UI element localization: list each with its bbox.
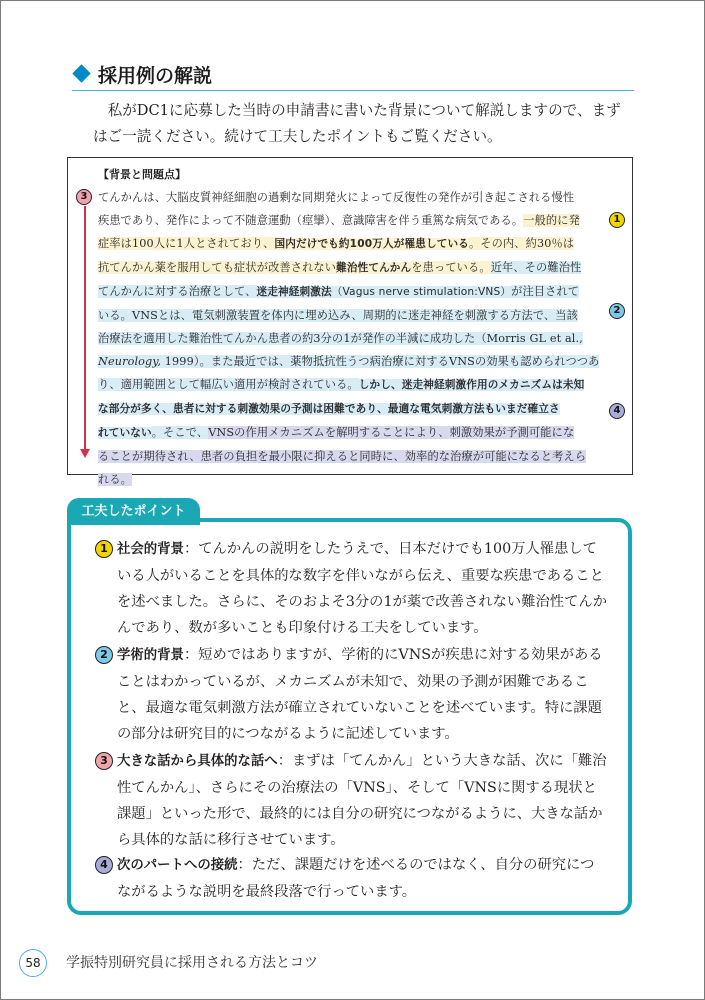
marker-2-icon: 2 [609, 303, 625, 319]
section-heading [72, 60, 634, 91]
excerpt-line: Neurology, 1999）。また最近では、薬物抵抗性うつ病治療に対するVNSの効果も認められつつあ [98, 355, 600, 368]
marker-1-icon: 1 [609, 212, 625, 228]
point-key: 社会的背景 [117, 542, 184, 557]
diamond-icon [72, 64, 90, 82]
point-text: ：ただ、課題だけを述べるのではなく、自分の研究につながるような説明を最終段落で行っています。 [117, 857, 595, 900]
key-points-box [67, 518, 632, 915]
point-text: ：まずは「てんかん」という大きな話、次に「難治性てんかん」、さらにその治療法の「VNS」、そして「VNSに関する現状と課題」といった形で、最終的には自分の研究につながるように、大きな話から具体的な話に移行させています。 [117, 753, 607, 848]
marker-3-icon: 3 [76, 189, 92, 205]
key-points-tab-label: 工夫したポイント [81, 504, 186, 519]
point-key: 大きな話から具体的な話へ [117, 754, 278, 769]
excerpt-line: 抗てんかん薬を服用しても症状が改善されない難治性てんかんを患っている。近年、その難治性 [98, 261, 582, 274]
intro-line: 私がDC1に応募した当時の申請書に書いた背景について解説しますので、まず [107, 102, 621, 119]
excerpt-line: れる。 [98, 473, 133, 486]
excerpt-line: れていない。そこで、VNSの作用メカニズムを解明することにより、刺激効果が予測可能にな [98, 426, 575, 439]
excerpt-line: てんかんは、大脳皮質神経細胞の過剰な同期発火によって反復性の発作が引き起こされる慢性 [98, 191, 575, 204]
intro-paragraph [93, 98, 638, 150]
page-number: 58 [19, 949, 47, 977]
excerpt-line: 症率は100人に1人とされており、国内だけでも約100万人が罹患している。その内、約30％は [98, 237, 575, 250]
point-item [95, 536, 607, 641]
point-2-icon: 2 [95, 646, 113, 664]
arrow-down-icon [80, 449, 90, 458]
point-key: 学術的背景 [117, 648, 184, 663]
excerpt-line: り、適用範囲として幅広い適用が検討されている。しかし、迷走神経刺激作用のメカニズムは未知 [98, 378, 585, 391]
intro-line: はご一読ください。続けて工夫したポイントもご覧ください。 [93, 128, 502, 145]
excerpt-line: いる。VNSとは、電気刺激装置を体内に埋め込み、周期的に迷走神経を刺激する方法で、当該 [98, 309, 578, 322]
excerpt-line: 治療法を適用した難治性てんかん患者の約3分の1が発作の半減に成功した（Morris GL et al., [98, 332, 583, 345]
excerpt-line: な部分が多く、患者に対する刺激効果の予測は困難であり、最適な電気刺激方法もいまだ確立さ [98, 403, 560, 415]
point-item [95, 748, 607, 853]
excerpt-heading: 【背景と問題点】 [98, 168, 186, 181]
point-text: ：短めではありますが、学術的にVNSが疾患に対する効果があることはわかっているが、メカニズムが未知で、効果の予測が困難であること、最適な電気刺激方法が確立されていないことを述べています。特に課題の部分は研究目的につながるように記述しています。 [117, 647, 603, 742]
application-excerpt-box [67, 157, 633, 486]
point-4-icon: 4 [95, 856, 113, 874]
excerpt-body [98, 186, 604, 491]
point-item [95, 852, 607, 905]
key-points-tab [67, 498, 200, 525]
point-1-icon: 1 [95, 540, 113, 558]
excerpt-line: 疾患であり、発作によって不随意運動（痙攣）、意識障害を伴う重篤な病気である。一般的に発 [98, 214, 580, 227]
point-3-icon: 3 [95, 752, 113, 770]
point-item [95, 642, 607, 747]
excerpt-line: ることが期待され、患者の負担を最小限に抑えると同時に、効率的な治療が可能になると考えら [98, 450, 587, 463]
point-text: ：てんかんの説明をしたうえで、日本だけでも100万人罹患している人がいることを具体的な数字を伴いながら伝え、重要な疾患であることを述べました。さらに、そのおよそ3分の1が薬で改善されない難治性てんかんであり、数が多いことも印象付ける工夫をしています。 [117, 541, 607, 636]
point-key: 次のパートへの接続 [117, 858, 238, 873]
flow-arrow-line [84, 206, 86, 452]
excerpt-line: てんかんに対する治療として、迷走神経刺激法（Vagus nerve stimulation:VNS）が注目されて [98, 285, 580, 298]
book-title: 学振特別研究員に採用される方法とコツ [66, 955, 318, 971]
section-title: 採用例の解説 [98, 65, 213, 87]
marker-4-icon: 4 [609, 403, 625, 419]
